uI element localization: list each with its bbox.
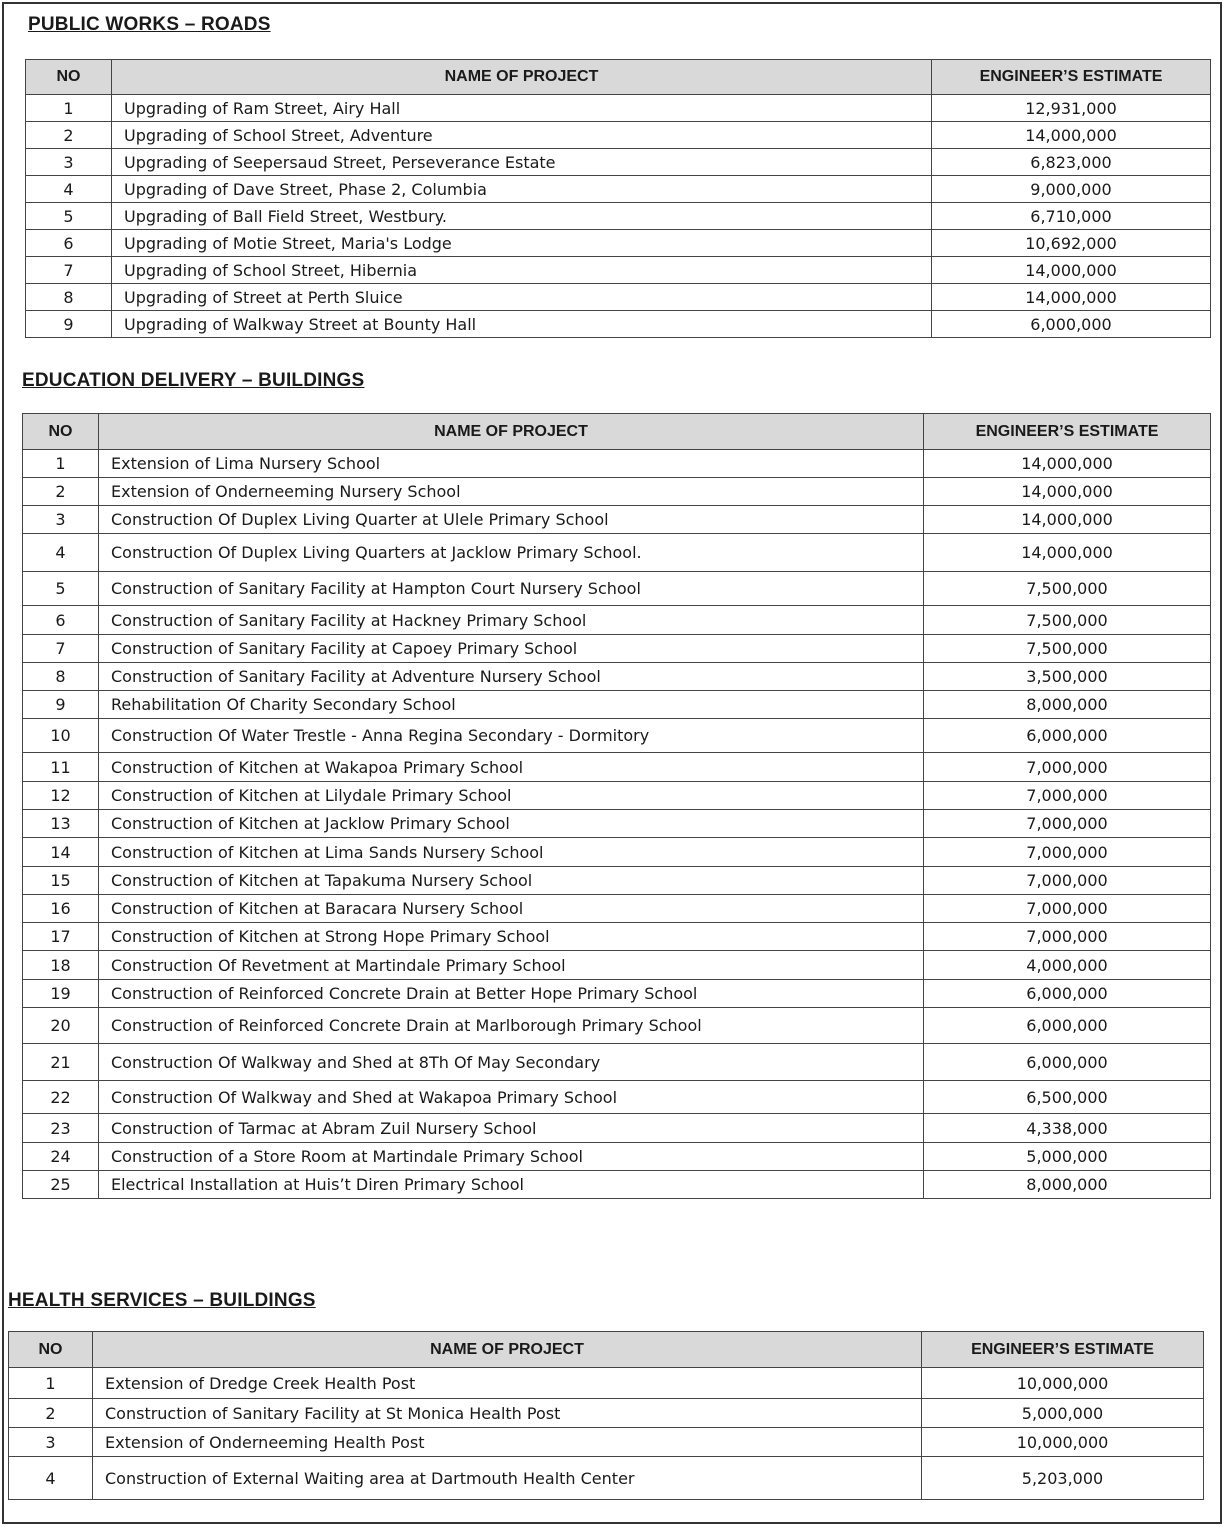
education-table [22,413,1211,1199]
row-number: 2 [26,122,112,149]
roads-table [25,59,1211,338]
table-row [23,719,1211,753]
row-number: 1 [26,95,112,122]
header-name: NAME OF PROJECT [93,1332,922,1368]
project-name: Construction of Reinforced Concrete Drain at Better Hope Primary School [99,980,924,1008]
engineer-estimate: 6,000,000 [932,311,1211,338]
project-name: Construction Of Water Trestle - Anna Regina Secondary - Dormitory [99,719,924,753]
row-number: 7 [26,257,112,284]
row-number: 5 [23,572,99,606]
table-row [23,478,1211,506]
engineer-estimate: 14,000,000 [932,257,1211,284]
row-number: 18 [23,951,99,980]
table-row [23,1143,1211,1171]
project-name: Construction of Kitchen at Baracara Nursery School [99,895,924,923]
engineer-estimate: 6,000,000 [924,1008,1211,1044]
row-number: 22 [23,1081,99,1114]
engineer-estimate: 6,000,000 [924,1044,1211,1081]
engineer-estimate: 14,000,000 [924,534,1211,572]
table-row [26,257,1211,284]
table-row [26,176,1211,203]
table-header-row [23,414,1211,450]
header-no: NO [26,60,112,95]
row-number: 4 [23,534,99,572]
row-number: 5 [26,203,112,230]
table-row [23,923,1211,951]
row-number: 16 [23,895,99,923]
engineer-estimate: 6,823,000 [932,149,1211,176]
row-number: 24 [23,1143,99,1171]
row-number: 3 [9,1428,93,1457]
engineer-estimate: 3,500,000 [924,663,1211,691]
table-row [9,1428,1204,1457]
table-row [23,1008,1211,1044]
project-name: Construction of Reinforced Concrete Drain at Marlborough Primary School [99,1008,924,1044]
engineer-estimate: 8,000,000 [924,1171,1211,1199]
engineer-estimate: 12,931,000 [932,95,1211,122]
project-name: Construction of External Waiting area at Dartmouth Health Center [93,1457,922,1500]
row-number: 20 [23,1008,99,1044]
table-row [26,311,1211,338]
table-row [23,980,1211,1008]
table-row [23,838,1211,867]
row-number: 25 [23,1171,99,1199]
project-name: Construction Of Walkway and Shed at 8Th Of May Secondary [99,1044,924,1081]
project-name: Extension of Onderneeming Nursery School [99,478,924,506]
row-number: 10 [23,719,99,753]
table-row [23,1044,1211,1081]
row-number: 23 [23,1114,99,1143]
engineer-estimate: 7,000,000 [924,867,1211,895]
engineer-estimate: 10,000,000 [922,1428,1204,1457]
project-name: Upgrading of Walkway Street at Bounty Hall [112,311,932,338]
table-row [23,534,1211,572]
table-row [26,149,1211,176]
engineer-estimate: 5,203,000 [922,1457,1204,1500]
table-row [23,867,1211,895]
section-title-roads: PUBLIC WORKS – ROADS [28,14,271,35]
table-row [23,1171,1211,1199]
project-name: Construction of Sanitary Facility at Capoey Primary School [99,635,924,663]
row-number: 1 [9,1368,93,1399]
project-name: Construction of Kitchen at Strong Hope Primary School [99,923,924,951]
row-number: 6 [26,230,112,257]
table-row [23,753,1211,782]
table-row [23,810,1211,838]
table-row [26,203,1211,230]
row-number: 21 [23,1044,99,1081]
table-row [23,951,1211,980]
table-row [9,1399,1204,1428]
project-name: Upgrading of School Street, Hibernia [112,257,932,284]
table-row [9,1457,1204,1500]
row-number: 9 [23,691,99,719]
project-name: Upgrading of Street at Perth Sluice [112,284,932,311]
project-name: Construction of Sanitary Facility at Hackney Primary School [99,606,924,635]
header-no: NO [9,1332,93,1368]
project-name: Extension of Dredge Creek Health Post [93,1368,922,1399]
engineer-estimate: 5,000,000 [924,1143,1211,1171]
row-number: 9 [26,311,112,338]
project-name: Upgrading of Ball Field Street, Westbury. [112,203,932,230]
row-number: 1 [23,450,99,478]
row-number: 8 [23,663,99,691]
table-row [23,895,1211,923]
header-estimate: ENGINEER’S ESTIMATE [924,414,1211,450]
header-estimate: ENGINEER’S ESTIMATE [922,1332,1204,1368]
project-name: Construction of Sanitary Facility at Hampton Court Nursery School [99,572,924,606]
engineer-estimate: 7,500,000 [924,572,1211,606]
project-name: Upgrading of Dave Street, Phase 2, Columbia [112,176,932,203]
engineer-estimate: 6,000,000 [924,719,1211,753]
section-title-education: EDUCATION DELIVERY – BUILDINGS [22,370,365,391]
engineer-estimate: 10,692,000 [932,230,1211,257]
engineer-estimate: 6,000,000 [924,980,1211,1008]
project-name: Construction Of Walkway and Shed at Wakapoa Primary School [99,1081,924,1114]
engineer-estimate: 6,710,000 [932,203,1211,230]
engineer-estimate: 7,500,000 [924,606,1211,635]
engineer-estimate: 7,000,000 [924,923,1211,951]
row-number: 3 [26,149,112,176]
project-name: Construction of Kitchen at Lilydale Primary School [99,782,924,810]
health-table [8,1331,1204,1500]
table-header-row [9,1332,1204,1368]
engineer-estimate: 4,000,000 [924,951,1211,980]
table-row [26,230,1211,257]
row-number: 17 [23,923,99,951]
table-row [23,450,1211,478]
table-row [23,635,1211,663]
project-name: Construction of Kitchen at Tapakuma Nursery School [99,867,924,895]
row-number: 15 [23,867,99,895]
engineer-estimate: 7,000,000 [924,895,1211,923]
row-number: 14 [23,838,99,867]
table-row [23,691,1211,719]
project-name: Electrical Installation at Huis’t Diren Primary School [99,1171,924,1199]
engineer-estimate: 7,000,000 [924,838,1211,867]
project-name: Upgrading of School Street, Adventure [112,122,932,149]
engineer-estimate: 9,000,000 [932,176,1211,203]
row-number: 4 [26,176,112,203]
row-number: 12 [23,782,99,810]
project-name: Upgrading of Ram Street, Airy Hall [112,95,932,122]
row-number: 8 [26,284,112,311]
engineer-estimate: 5,000,000 [922,1399,1204,1428]
header-name: NAME OF PROJECT [99,414,924,450]
row-number: 19 [23,980,99,1008]
project-name: Upgrading of Seepersaud Street, Perseverance Estate [112,149,932,176]
row-number: 7 [23,635,99,663]
project-name: Construction of Sanitary Facility at St Monica Health Post [93,1399,922,1428]
engineer-estimate: 14,000,000 [924,478,1211,506]
table-header-row [26,60,1211,95]
table-row [23,663,1211,691]
header-estimate: ENGINEER’S ESTIMATE [932,60,1211,95]
project-name: Construction Of Duplex Living Quarters at Jacklow Primary School. [99,534,924,572]
project-name: Construction of Kitchen at Jacklow Primary School [99,810,924,838]
engineer-estimate: 14,000,000 [932,122,1211,149]
project-name: Construction of Tarmac at Abram Zuil Nursery School [99,1114,924,1143]
engineer-estimate: 7,000,000 [924,753,1211,782]
table-row [26,122,1211,149]
project-name: Construction of Sanitary Facility at Adventure Nursery School [99,663,924,691]
row-number: 2 [23,478,99,506]
project-name: Construction of Kitchen at Lima Sands Nursery School [99,838,924,867]
project-name: Extension of Lima Nursery School [99,450,924,478]
engineer-estimate: 7,000,000 [924,782,1211,810]
engineer-estimate: 14,000,000 [924,506,1211,534]
row-number: 13 [23,810,99,838]
engineer-estimate: 6,500,000 [924,1081,1211,1114]
project-name: Rehabilitation Of Charity Secondary School [99,691,924,719]
engineer-estimate: 14,000,000 [932,284,1211,311]
table-row [26,284,1211,311]
project-name: Extension of Onderneeming Health Post [93,1428,922,1457]
header-name: NAME OF PROJECT [112,60,932,95]
row-number: 6 [23,606,99,635]
header-no: NO [23,414,99,450]
engineer-estimate: 4,338,000 [924,1114,1211,1143]
row-number: 2 [9,1399,93,1428]
table-row [26,95,1211,122]
project-name: Construction Of Duplex Living Quarter at Ulele Primary School [99,506,924,534]
table-row [23,606,1211,635]
project-name: Construction Of Revetment at Martindale Primary School [99,951,924,980]
project-name: Construction of a Store Room at Martindale Primary School [99,1143,924,1171]
row-number: 4 [9,1457,93,1500]
engineer-estimate: 8,000,000 [924,691,1211,719]
engineer-estimate: 7,000,000 [924,810,1211,838]
section-title-health: HEALTH SERVICES – BUILDINGS [8,1290,316,1311]
engineer-estimate: 10,000,000 [922,1368,1204,1399]
table-row [23,782,1211,810]
table-row [23,572,1211,606]
engineer-estimate: 14,000,000 [924,450,1211,478]
row-number: 3 [23,506,99,534]
project-name: Construction of Kitchen at Wakapoa Primary School [99,753,924,782]
project-name: Upgrading of Motie Street, Maria's Lodge [112,230,932,257]
table-row [23,1114,1211,1143]
row-number: 11 [23,753,99,782]
table-row [23,1081,1211,1114]
table-row [9,1368,1204,1399]
engineer-estimate: 7,500,000 [924,635,1211,663]
table-row [23,506,1211,534]
